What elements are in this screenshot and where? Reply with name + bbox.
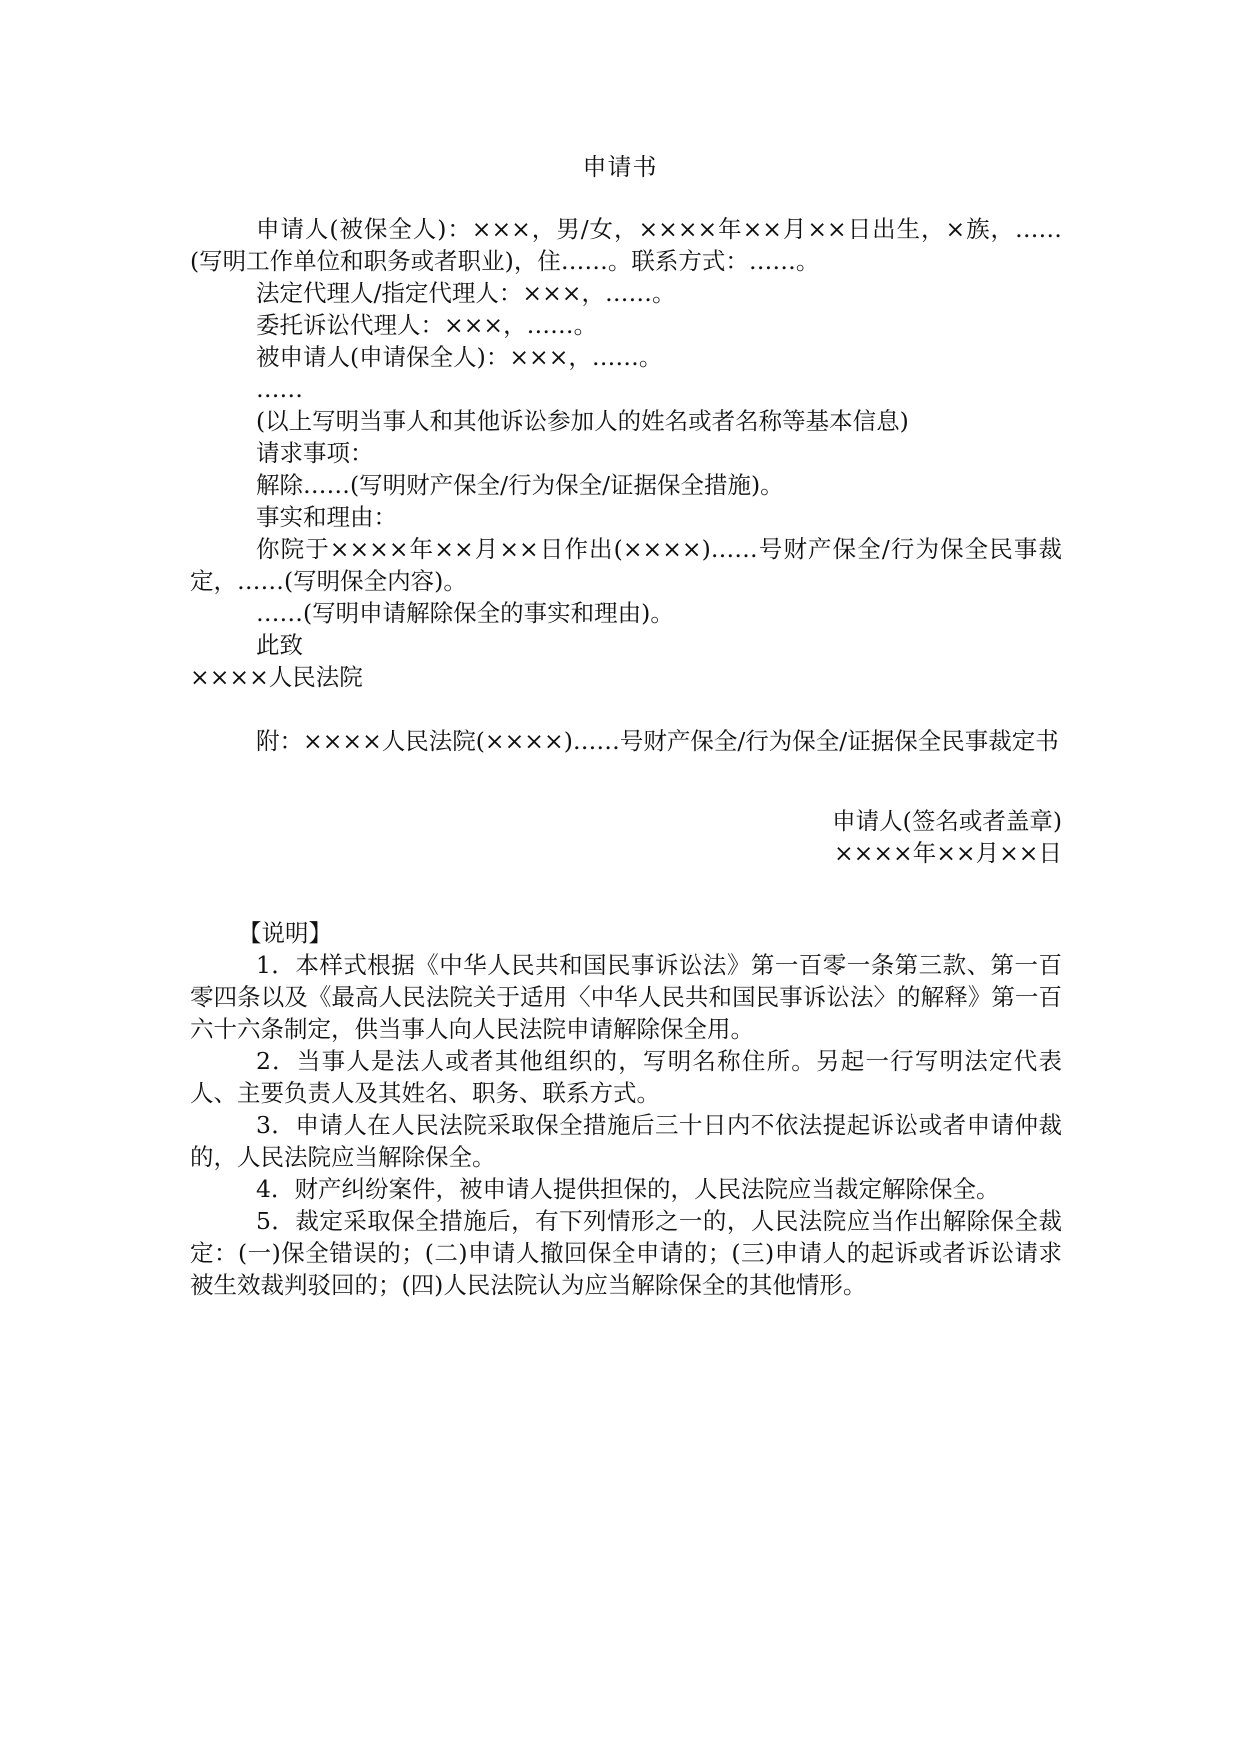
legal-agent-info: 法定代理人/指定代理人：×××，……。 xyxy=(256,279,676,307)
facts-heading: 事实和理由： xyxy=(256,503,397,531)
notes-heading: 【说明】 xyxy=(238,919,332,947)
note-item: 1．本样式根据《中华人民共和国民事诉讼法》第一百零一条第三款、第一百零四条以及《最高人民法院关于适用〈中华人民共和国民事诉讼法〉的解释》第一百六十六条制定，供当事人向人民法院申请解除保全用。 xyxy=(190,951,1062,1043)
claims-text: 解除……(写明财产保全/行为保全/证据保全措施)。 xyxy=(256,471,784,499)
spacer xyxy=(190,869,1062,917)
facts-text-1: 你院于××××年××月××日作出(××××)……号财产保全/行为保全民事裁定，……(写明保全内容)。 xyxy=(190,535,1062,595)
spacer xyxy=(190,757,1062,805)
claims-heading: 请求事项： xyxy=(256,439,374,467)
spacer xyxy=(190,693,1062,725)
note-item: 4．财产纠纷案件，被申请人提供担保的，人民法院应当裁定解除保全。 xyxy=(256,1175,1000,1203)
date-line: ××××年××月××日 xyxy=(833,839,1062,867)
applicant-info: 申请人(被保全人)：×××，男/女，××××年××月××日出生，×族，……(写明工作单位和职务或者职业)，住……。联系方式：……。 xyxy=(190,215,1062,275)
document-body xyxy=(190,213,1062,1301)
salutation: 此致 xyxy=(256,631,303,659)
ellipsis-line: …… xyxy=(256,375,303,403)
signature-line: 申请人(签名或者盖章) xyxy=(832,807,1062,835)
party-note: (以上写明当事人和其他诉讼参加人的姓名或者名称等基本信息) xyxy=(256,407,909,435)
note-item: 2．当事人是法人或者其他组织的，写明名称住所。另起一行写明法定代表人、主要负责人及其姓名、职务、联系方式。 xyxy=(190,1047,1062,1107)
note-item: 5．裁定采取保全措施后，有下列情形之一的，人民法院应当作出解除保全裁定：(一)保全错误的；(二)申请人撤回保全申请的；(三)申请人的起诉或者诉讼请求被生效裁判驳回的；(四)人民法院认为应当解除保全的其他情形。 xyxy=(190,1207,1062,1299)
facts-text-2: ……(写明申请解除保全的事实和理由)。 xyxy=(256,599,674,627)
respondent-info: 被申请人(申请保全人)：×××，……。 xyxy=(256,343,663,371)
note-item: 3．申请人在人民法院采取保全措施后三十日内不依法提起诉讼或者申请仲裁的，人民法院应当解除保全。 xyxy=(190,1111,1062,1171)
document-title: 申请书 xyxy=(582,153,658,181)
attachment: 附：××××人民法院(××××)……号财产保全/行为保全/证据保全民事裁定书 xyxy=(256,727,1059,755)
entrusted-agent-info: 委托诉讼代理人：×××，……。 xyxy=(256,311,598,339)
court-name: ××××人民法院 xyxy=(190,663,363,691)
